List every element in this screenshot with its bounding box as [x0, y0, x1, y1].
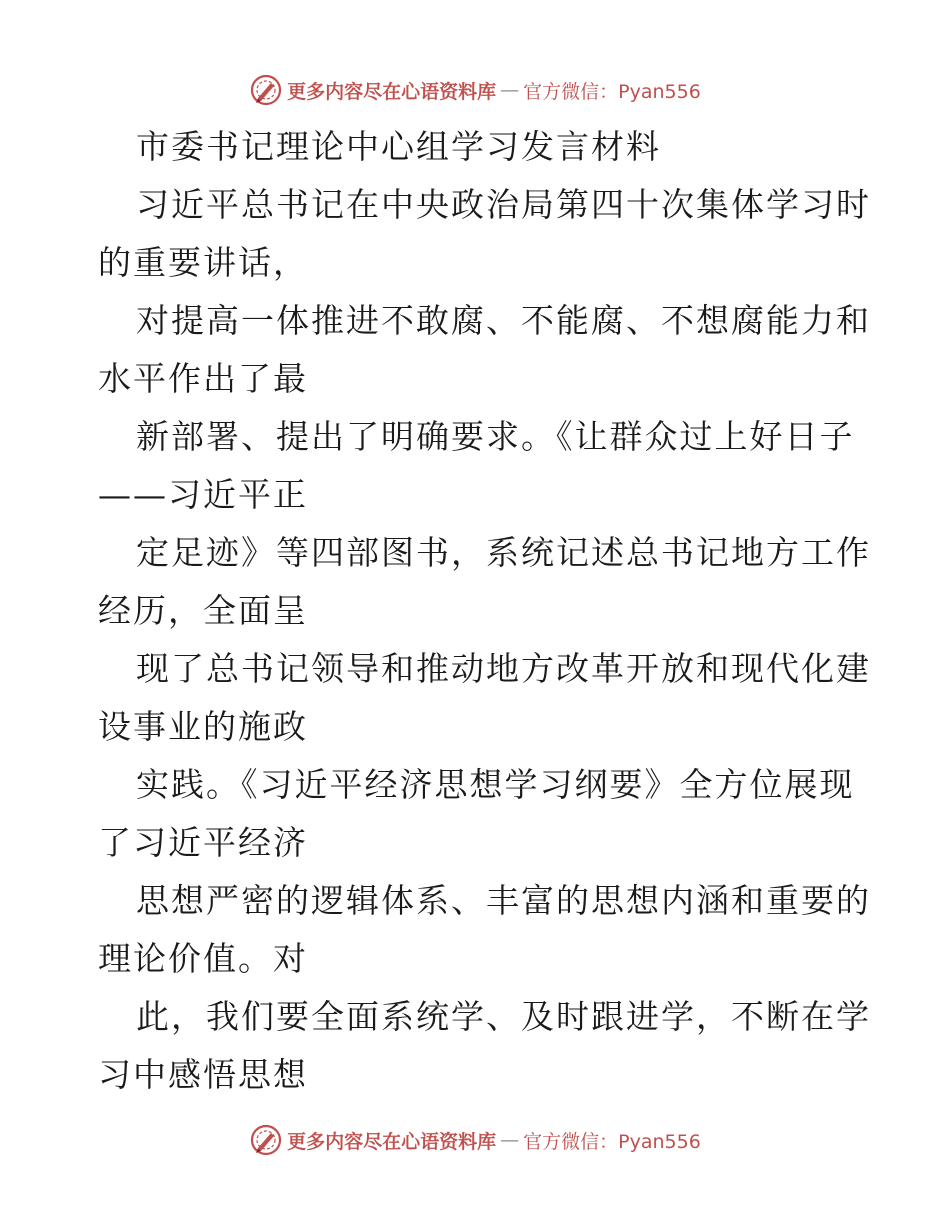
banner-contact: 官方微信：Pyan556	[523, 80, 701, 103]
doc-line: 理论价值。对	[98, 939, 308, 978]
doc-line: 习中感悟思想	[98, 1055, 308, 1094]
doc-line: 的重要讲话，	[98, 243, 308, 282]
doc-line: 此，我们要全面系统学、及时跟进学，不断在学	[136, 997, 871, 1036]
header-banner	[0, 70, 950, 110]
doc-line: 新部署、提出了明确要求。《让群众过上好日子	[136, 417, 855, 456]
doc-line: 对提高一体推进不敢腐、不能腐、不想腐能力和	[136, 301, 871, 340]
pen-circle-logo-icon	[249, 1123, 283, 1157]
doc-line: 设事业的施政	[98, 707, 308, 746]
banner-separator: —	[500, 79, 520, 101]
doc-line: 实践。《习近平经济思想学习纲要》全方位展现	[136, 765, 855, 804]
doc-line: 了习近平经济	[98, 823, 308, 862]
banner-content	[249, 73, 701, 107]
banner-separator: —	[500, 1129, 520, 1151]
doc-line: 市委书记理论中心组学习发言材料	[136, 127, 661, 166]
banner-contact: 官方微信：Pyan556	[523, 1130, 701, 1153]
banner-title: 更多内容尽在心语资料库	[287, 1130, 497, 1153]
doc-line: 经历，全面呈	[98, 591, 308, 630]
banner-title: 更多内容尽在心语资料库	[287, 80, 497, 103]
doc-line: ——习近平正	[98, 475, 308, 514]
document-body	[98, 118, 871, 1104]
doc-line: 现了总书记领导和推动地方改革开放和现代化建	[136, 649, 871, 688]
doc-line: 水平作出了最	[98, 359, 308, 398]
banner-content	[249, 1123, 701, 1157]
doc-line: 定足迹》等四部图书，系统记述总书记地方工作	[136, 533, 871, 572]
footer-banner	[0, 1120, 950, 1160]
doc-line: 思想严密的逻辑体系、丰富的思想内涵和重要的	[136, 881, 871, 920]
pen-circle-logo-icon	[249, 73, 283, 107]
doc-line: 习近平总书记在中央政治局第四十次集体学习时	[136, 185, 871, 224]
